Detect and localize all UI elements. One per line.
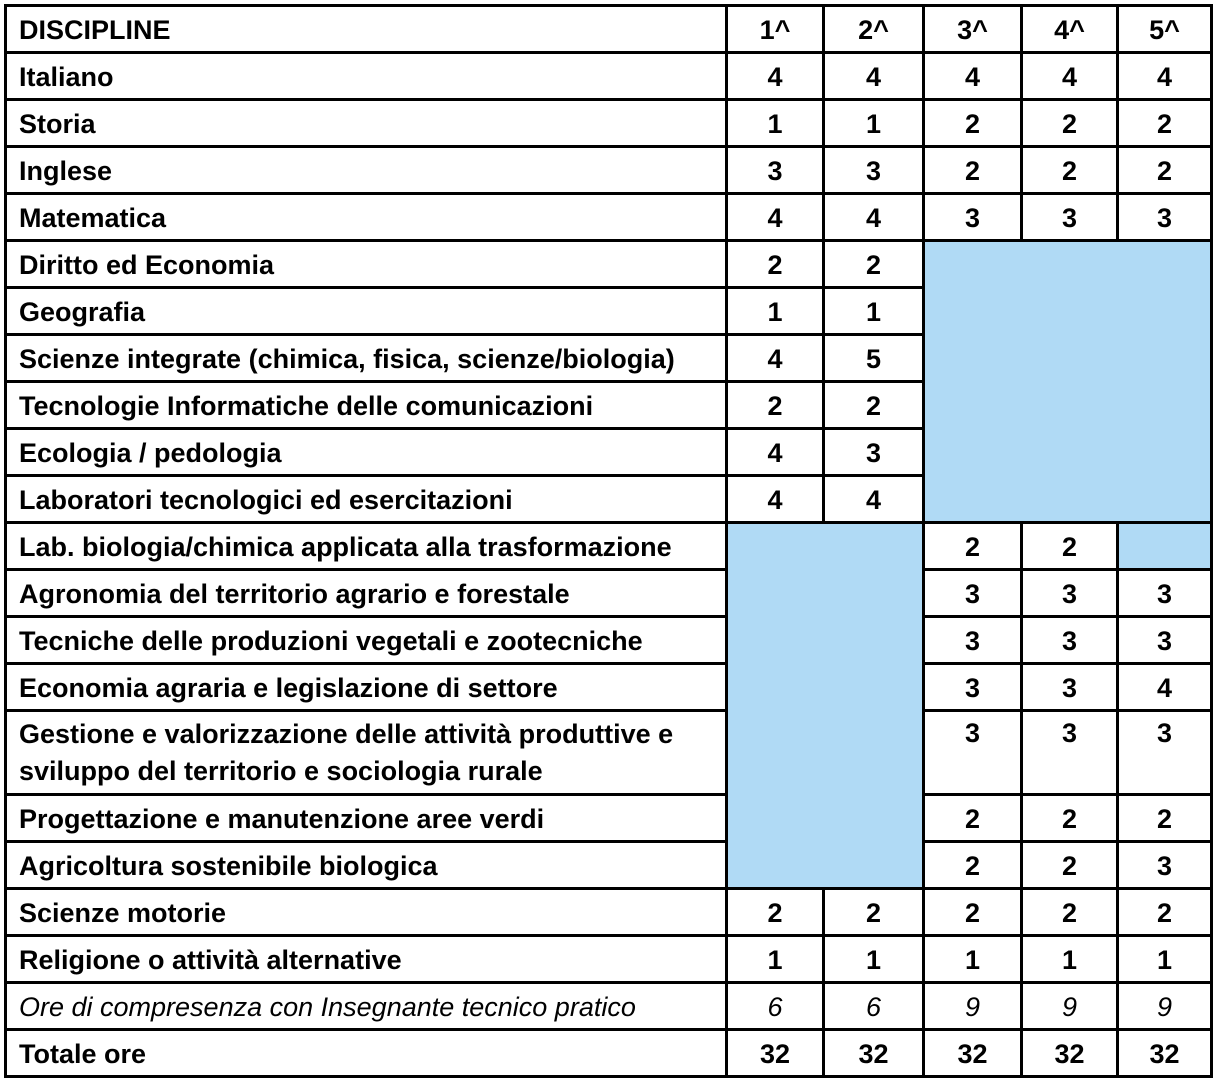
hours-cell: 2 <box>924 523 1022 570</box>
hours-cell: 2 <box>824 241 924 288</box>
subject-name: Tecnologie Informatiche delle comunicazioni <box>6 382 727 429</box>
hours-cell: 1 <box>1118 936 1212 983</box>
hours-cell: 3 <box>924 570 1022 617</box>
empty-cell-block <box>727 523 924 889</box>
hours-cell: 4 <box>727 194 824 241</box>
subject-name: Totale ore <box>6 1030 727 1077</box>
hours-cell: 2 <box>824 382 924 429</box>
hours-cell: 3 <box>824 147 924 194</box>
hours-cell: 2 <box>1118 147 1212 194</box>
hours-cell: 2 <box>1022 889 1118 936</box>
table-row <box>6 936 1212 983</box>
hours-cell: 2 <box>1022 842 1118 889</box>
hours-cell: 2 <box>727 889 824 936</box>
header-row <box>6 6 1212 53</box>
hours-cell: 32 <box>1022 1030 1118 1077</box>
subject-name: Storia <box>6 100 727 147</box>
hours-cell: 2 <box>1118 889 1212 936</box>
hours-cell: 2 <box>727 382 824 429</box>
hours-cell: 2 <box>727 241 824 288</box>
table-row <box>6 570 1212 617</box>
hours-cell: 3 <box>1022 664 1118 711</box>
header-year-2: 2^ <box>824 6 924 53</box>
hours-cell: 4 <box>727 476 824 523</box>
hours-cell: 4 <box>727 429 824 476</box>
hours-cell: 2 <box>1022 147 1118 194</box>
table-row <box>6 147 1212 194</box>
hours-cell: 3 <box>727 147 824 194</box>
hours-cell: 1 <box>824 288 924 335</box>
hours-cell: 5 <box>824 335 924 382</box>
hours-cell: 4 <box>824 53 924 100</box>
hours-cell: 1 <box>924 936 1022 983</box>
table-row <box>6 983 1212 1030</box>
subject-name: Diritto ed Economia <box>6 241 727 288</box>
hours-cell: 4 <box>1118 664 1212 711</box>
hours-cell: 3 <box>1022 570 1118 617</box>
table-row <box>6 711 1212 795</box>
hours-cell: 2 <box>1022 523 1118 570</box>
header-year-3: 3^ <box>924 6 1022 53</box>
hours-cell: 3 <box>1118 570 1212 617</box>
hours-cell: 2 <box>924 842 1022 889</box>
table-row <box>6 100 1212 147</box>
hours-cell: 3 <box>924 664 1022 711</box>
table-row <box>6 194 1212 241</box>
hours-cell: 32 <box>1118 1030 1212 1077</box>
table-row <box>6 842 1212 889</box>
hours-cell: 2 <box>1118 795 1212 842</box>
hours-cell: 9 <box>924 983 1022 1030</box>
hours-cell: 3 <box>1118 842 1212 889</box>
hours-cell: 3 <box>824 429 924 476</box>
hours-cell: 2 <box>1022 100 1118 147</box>
hours-cell: 1 <box>824 100 924 147</box>
hours-cell: 1 <box>727 288 824 335</box>
subject-name: Agronomia del territorio agrario e forestale <box>6 570 727 617</box>
subject-name: Ecologia / pedologia <box>6 429 727 476</box>
hours-cell: 2 <box>924 147 1022 194</box>
subject-name: Scienze integrate (chimica, fisica, scienze/biologia) <box>6 335 727 382</box>
subject-name: Scienze motorie <box>6 889 727 936</box>
subject-name: Agricoltura sostenibile biologica <box>6 842 727 889</box>
subject-name: Tecniche delle produzioni vegetali e zootecniche <box>6 617 727 664</box>
hours-cell: 2 <box>1118 100 1212 147</box>
hours-cell: 3 <box>1022 617 1118 664</box>
hours-cell: 1 <box>1022 936 1118 983</box>
hours-cell: 3 <box>924 617 1022 664</box>
subject-name: Matematica <box>6 194 727 241</box>
table-row <box>6 889 1212 936</box>
header-discipline: DISCIPLINE <box>6 6 727 53</box>
hours-cell: 4 <box>727 53 824 100</box>
subject-name: Economia agraria e legislazione di settore <box>6 664 727 711</box>
hours-cell: 4 <box>924 53 1022 100</box>
hours-cell: 32 <box>824 1030 924 1077</box>
hours-cell: 3 <box>1118 711 1212 795</box>
subject-name: Laboratori tecnologici ed esercitazioni <box>6 476 727 523</box>
hours-cell: 4 <box>824 476 924 523</box>
hours-cell: 4 <box>1022 53 1118 100</box>
hours-cell: 4 <box>727 335 824 382</box>
subject-name: Religione o attività alternative <box>6 936 727 983</box>
hours-cell: 2 <box>924 100 1022 147</box>
hours-cell: 4 <box>1118 53 1212 100</box>
subject-name: Inglese <box>6 147 727 194</box>
hours-cell: 2 <box>924 889 1022 936</box>
subject-name: Progettazione e manutenzione aree verdi <box>6 795 727 842</box>
table-row <box>6 523 1212 570</box>
discipline-hours-table <box>4 4 1213 1078</box>
hours-cell: 32 <box>924 1030 1022 1077</box>
hours-cell: 3 <box>924 711 1022 795</box>
table-row <box>6 53 1212 100</box>
empty-cell <box>1118 523 1212 570</box>
hours-cell: 32 <box>727 1030 824 1077</box>
subject-name: Ore di compresenza con Insegnante tecnico pratico <box>6 983 727 1030</box>
hours-cell: 1 <box>727 100 824 147</box>
subject-name: Lab. biologia/chimica applicata alla trasformazione <box>6 523 727 570</box>
table-row <box>6 617 1212 664</box>
hours-cell: 6 <box>824 983 924 1030</box>
hours-cell: 1 <box>727 936 824 983</box>
hours-cell: 2 <box>1022 795 1118 842</box>
table-row <box>6 241 1212 288</box>
subject-name: Italiano <box>6 53 727 100</box>
hours-cell: 3 <box>1022 711 1118 795</box>
hours-cell: 3 <box>1022 194 1118 241</box>
table-row <box>6 795 1212 842</box>
table-row <box>6 664 1212 711</box>
hours-cell: 4 <box>824 194 924 241</box>
empty-cell-block <box>924 241 1212 523</box>
hours-cell: 3 <box>1118 194 1212 241</box>
hours-cell: 6 <box>727 983 824 1030</box>
hours-cell: 2 <box>924 795 1022 842</box>
header-year-1: 1^ <box>727 6 824 53</box>
header-year-4: 4^ <box>1022 6 1118 53</box>
subject-name: Gestione e valorizzazione delle attività produttive e sviluppo del territorio e sociologia rurale <box>6 711 727 795</box>
subject-name: Geografia <box>6 288 727 335</box>
table-row <box>6 1030 1212 1077</box>
hours-cell: 1 <box>824 936 924 983</box>
hours-cell: 3 <box>924 194 1022 241</box>
hours-cell: 9 <box>1118 983 1212 1030</box>
hours-cell: 3 <box>1118 617 1212 664</box>
header-year-5: 5^ <box>1118 6 1212 53</box>
hours-cell: 9 <box>1022 983 1118 1030</box>
hours-cell: 2 <box>824 889 924 936</box>
